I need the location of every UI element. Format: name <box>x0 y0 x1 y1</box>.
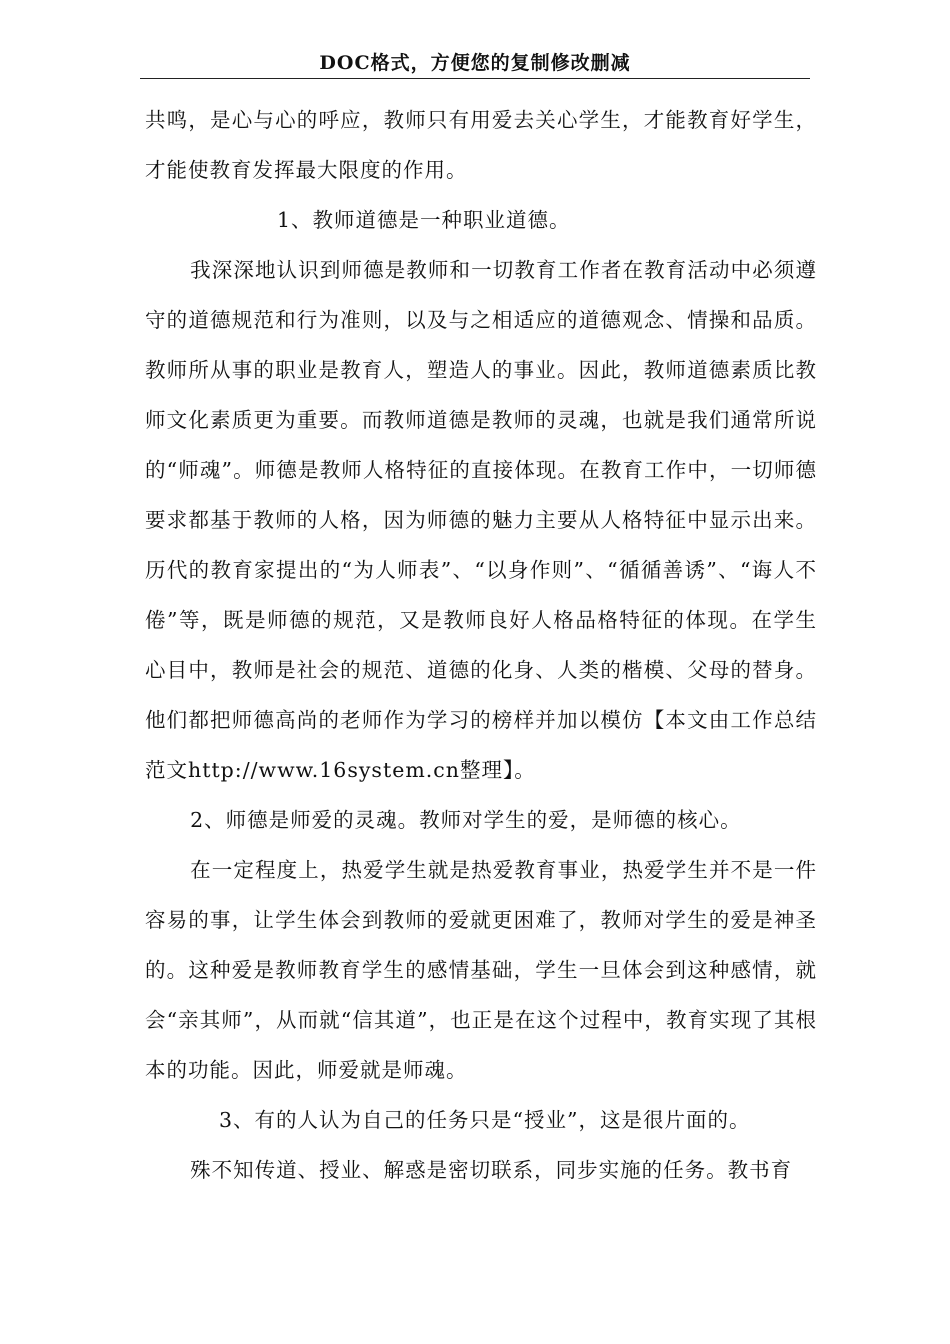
paragraph-2: 在一定程度上，热爱学生就是热爱教育事业，热爱学生并不是一件容易的事，让学生体会到教师的爱就更困难了，教师对学生的爱是神圣的。这种爱是教师教育学生的感情基础，学生一旦体会到这种感情，就会“亲其师”，从而就“信其道”，也正是在这个过程中，教育实现了其根本的功能。因此，师爱就是师魂。 <box>145 858 817 1082</box>
paragraph-continuation: 共鸣，是心与心的呼应，教师只有用爱去关心学生，才能教育好学生，才能使教育发挥最大限度的作用。 <box>145 108 817 182</box>
paragraph-1: 我深深地认识到师德是教师和一切教育工作者在教育活动中必须遵守的道德规范和行为准则，以及与之相适应的道德观念、情操和品质。教师所从事的职业是教育人，塑造人的事业。因此，教师道德素质比教师文化素质更为重要。而教师道德是教师的灵魂，也就是我们通常所说的“师魂”。师德是教师人格特征的直接体现。在教育工作中，一切师德要求都基于教师的人格，因为师德的魅力主要从人格特征中显示出来。历代的教育家提出的“为人师表”、“以身作则”、“循循善诱”、“诲人不倦”等，既是师德的规范，又是教师良好人格品格特征的体现。在学生心目中，教师是社会的规范、道德的化身、人类的楷模、父母的替身。他们都把师德高尚的老师作为学习的榜样并加以模仿【本文由工作总结范文http://www.16system.cn整理】。 <box>145 258 817 782</box>
paragraph-3: 殊不知传道、授业、解惑是密切联系，同步实施的任务。教书育 <box>190 1158 793 1182</box>
header-divider <box>140 78 810 79</box>
section-heading-2: 2、师德是师爱的灵魂。教师对学生的爱，是师德的核心。 <box>190 808 742 832</box>
section-heading-1: 1、教师道德是一种职业道德。 <box>277 208 571 232</box>
document-body <box>145 95 817 1195</box>
section-heading-3: 3、有的人认为自己的任务只是“授业”，这是很片面的。 <box>219 1108 751 1132</box>
page-header: DOC格式，方便您的复制修改删减 <box>319 52 631 74</box>
